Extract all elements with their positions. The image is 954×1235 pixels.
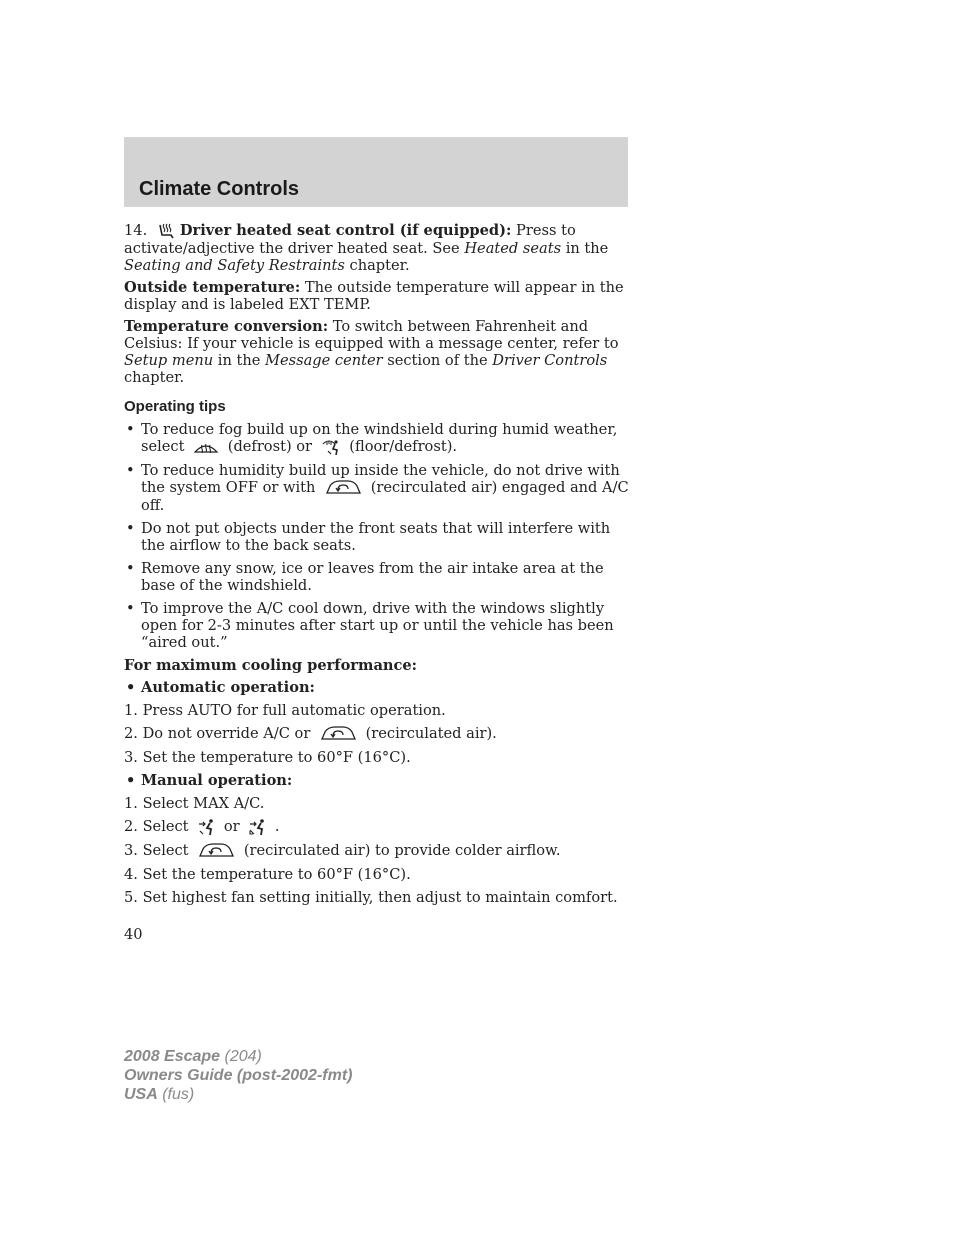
section-header [124, 137, 628, 207]
list-item: • Remove any snow, ice or leaves from the air intake area at the base of the windshield. [124, 560, 630, 594]
page-number: 40 [124, 926, 143, 943]
recirculated-air-icon [324, 479, 362, 497]
list-item: • Do not put objects under the front seats that will interfere with the airflow to the back seats. [124, 520, 630, 554]
automatic-operation-label: • Automatic operation: [124, 679, 630, 696]
list-item: 4. Set the temperature to 60°F (16°C). [124, 866, 411, 883]
heated-seat-icon [156, 222, 176, 240]
list-item: 3. Select (recirculated air) to provide colder airflow. [124, 842, 561, 859]
section-title: Climate Controls [139, 178, 300, 200]
floor-defrost-icon [321, 438, 341, 456]
operating-tips-heading: Operating tips [124, 398, 226, 415]
document-footer: 2008 Escape (204) Owners Guide (post-2002-fmt) USA (fus) [124, 1048, 353, 1103]
list-item: • To reduce humidity build up inside the vehicle, do not drive with the system OFF or with (recirculated air) engaged and A/C off. [124, 462, 630, 514]
recirculated-air-icon [319, 725, 357, 743]
page-content [124, 222, 630, 912]
outside-temperature: Outside temperature: The outside temperature will appear in the display and is labeled EXT TEMP. [124, 279, 624, 313]
max-cooling-heading: For maximum cooling performance: [124, 657, 418, 674]
list-item: 2. Do not override A/C or (recirculated air). [124, 725, 497, 742]
list-item: 1. Select MAX A/C. [124, 795, 265, 812]
manual-operation-label: • Manual operation: [124, 772, 630, 789]
item-14: 14. Driver heated seat control (if equipped): Press to activate/adjective the driver heated seat. See Heated seats in the Seating and Safety Restraints chapter. [124, 222, 609, 274]
temperature-conversion: Temperature conversion: To switch between Fahrenheit and Celsius: If your vehicle is equipped with a message center, refer to Setup menu in the Message center section of the Driver Controls chapter. [124, 318, 619, 386]
defrost-icon [193, 439, 219, 455]
recirculated-air-icon [197, 842, 235, 860]
panel-floor-vent-icon [248, 818, 266, 836]
list-item: 5. Set highest fan setting initially, then adjust to maintain comfort. [124, 889, 618, 906]
list-item: 3. Set the temperature to 60°F (16°C). [124, 749, 411, 766]
list-item: 1. Press AUTO for full automatic operation. [124, 702, 446, 719]
list-item: • To reduce fog build up on the windshield during humid weather, select (defrost) or (floor/defrost). [124, 421, 630, 456]
list-item: 2. Select or . [124, 818, 280, 835]
panel-vent-icon [197, 818, 215, 836]
list-item: • To improve the A/C cool down, drive with the windows slightly open for 2-3 minutes after start up or until the vehicle has been “aired out.” [124, 600, 630, 651]
